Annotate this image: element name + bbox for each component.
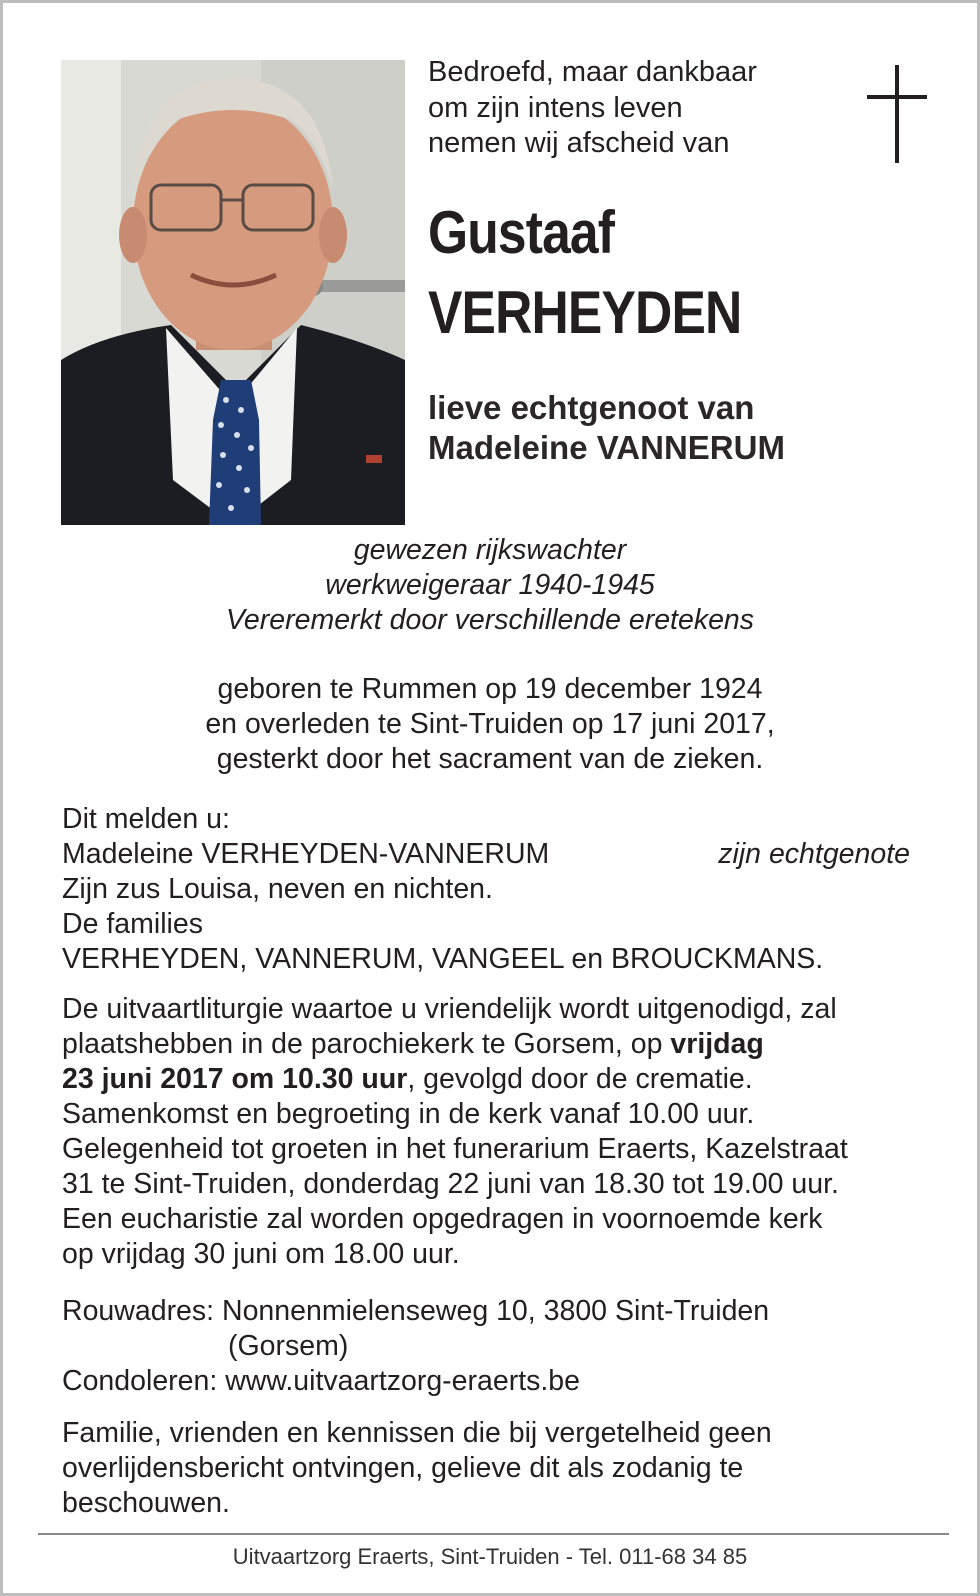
announcers-line: Zijn zus Louisa, neven en nichten. <box>62 873 493 905</box>
closing-line: Familie, vrienden en kennissen die bij vergetelheid geen <box>62 1417 772 1449</box>
spouse-info <box>428 388 785 468</box>
career-line: gewezen rijkswachter <box>353 534 627 566</box>
contact-info <box>62 1294 932 1399</box>
spouse-full-name: Madeleine VERHEYDEN-VANNERUM <box>62 838 550 870</box>
spouse-row <box>62 837 932 872</box>
ceremony-line: 31 te Sint-Truiden, donderdag 22 juni van 18.30 tot 19.00 uur. <box>62 1168 839 1200</box>
career-line: werkweigeraar 1940-1945 <box>325 569 655 601</box>
last-name: VERHEYDEN <box>428 279 742 346</box>
first-name: Gustaaf <box>428 199 615 266</box>
ceremony-line: op vrijdag 30 juni om 18.00 uur. <box>62 1238 460 1270</box>
closing-line: overlijdensbericht ontvingen, gelieve dit als zodanig te <box>62 1452 744 1484</box>
life-dates <box>3 672 977 777</box>
intro-line: Bedroefd, maar dankbaar <box>428 56 757 88</box>
ceremony-details <box>62 992 932 1272</box>
announcers-intro: Dit melden u: <box>62 803 230 835</box>
ceremony-line: De uitvaartliturgie waartoe u vriendelijk wordt uitgenodigd, zal <box>62 993 837 1025</box>
intro-line: nemen wij afscheid van <box>428 127 730 159</box>
address-line: (Gorsem) <box>228 1330 349 1362</box>
ceremony-line: Gelegenheid tot groeten in het funerarium Eraerts, Kazelstraat <box>62 1133 848 1165</box>
career-text <box>3 533 977 638</box>
ceremony-line: Een eucharistie zal worden opgedragen in voornoemde kerk <box>62 1203 823 1235</box>
ceremony-line: 23 juni 2017 om 10.30 uur, gevolgd door de crematie. <box>62 1063 753 1095</box>
portrait-photo <box>61 60 405 525</box>
cross-icon <box>867 65 927 163</box>
condolences-link: Condoleren: www.uitvaartzorg-eraerts.be <box>62 1365 580 1397</box>
career-line: Vereremerkt door verschillende eretekens <box>225 604 755 636</box>
birth-line: geboren te Rummen op 19 december 1924 <box>217 673 763 705</box>
footer-divider <box>38 1533 949 1535</box>
spouse-name: Madeleine VANNERUM <box>428 429 785 466</box>
spouse-role: zijn echtgenote <box>718 838 910 870</box>
closing-note <box>62 1416 932 1521</box>
announcers-line: De families <box>62 908 203 940</box>
ceremony-line: plaatshebben in de parochiekerk te Gorsem, op vrijdag <box>62 1028 764 1060</box>
deceased-name <box>428 193 741 353</box>
spouse-line: lieve echtgenoot van <box>428 389 755 426</box>
sacrament-line: gesterkt door het sacrament van de zieken. <box>216 743 764 775</box>
address-line: Rouwadres: Nonnenmielenseweg 10, 3800 Sint-Truiden <box>62 1295 770 1327</box>
closing-line: beschouwen. <box>62 1487 230 1519</box>
announcers <box>62 802 932 977</box>
death-line: en overleden te Sint-Truiden op 17 juni 2017, <box>205 708 775 740</box>
intro-line: om zijn intens leven <box>428 91 683 124</box>
ceremony-line: Samenkomst en begroeting in de kerk vanaf 10.00 uur. <box>62 1098 755 1130</box>
announcers-line: VERHEYDEN, VANNERUM, VANGEEL en BROUCKMANS. <box>62 943 824 975</box>
footer-text: Uitvaartzorg Eraerts, Sint-Truiden - Tel. 011-68 34 85 <box>232 1544 748 1569</box>
intro-text <box>428 55 757 162</box>
